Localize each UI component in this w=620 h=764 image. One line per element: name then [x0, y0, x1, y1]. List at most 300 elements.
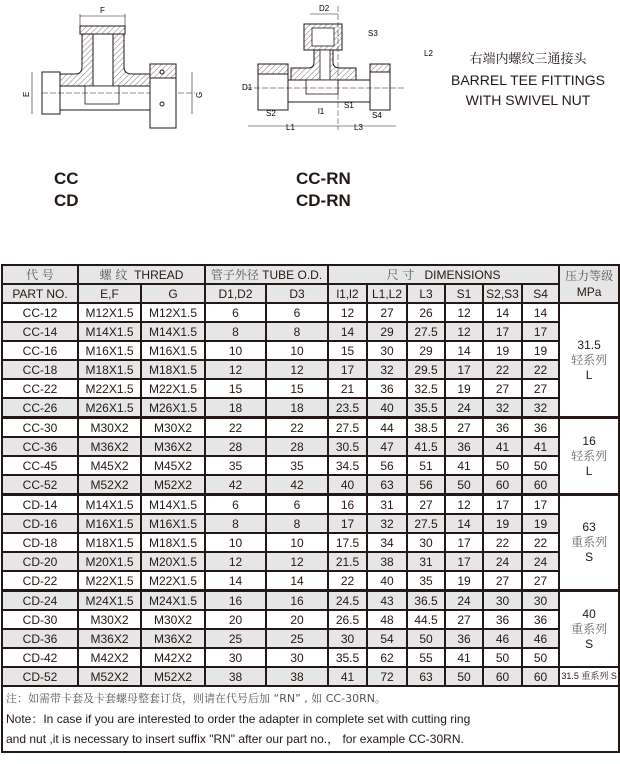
table-cell: M16X1.5 — [141, 341, 205, 360]
table-cell: 48 — [367, 610, 407, 629]
table-cell: 17 — [445, 533, 483, 552]
table-cell: 6 — [205, 495, 266, 515]
table-cell: 51 — [407, 456, 445, 475]
pressure-series-cn: 重系列 — [571, 535, 608, 549]
table-cell: M18X1.5 — [141, 533, 205, 552]
note-line: Note：In case if you are interested to order the adapter in complete set with cutting ring — [6, 712, 471, 726]
table-cell: M24X1.5 — [78, 591, 141, 611]
table-cell: 35 — [407, 571, 445, 591]
table-cell: 26.5 — [328, 610, 367, 629]
table-cell: 27 — [483, 571, 522, 591]
title-chinese: 右端内螺纹三通接头 — [469, 52, 587, 67]
table-cell: M16X1.5 — [78, 341, 141, 360]
table-cell: 41 — [328, 667, 367, 686]
table-cell: M22X1.5 — [141, 379, 205, 398]
table-cell: 50 — [483, 648, 522, 667]
table-row — [2, 341, 619, 360]
model-code: CC-RN — [296, 169, 351, 188]
table-row — [2, 514, 619, 533]
table-cell: 28 — [205, 437, 266, 456]
column-header: L3 — [407, 284, 445, 303]
table-cell: 8 — [205, 514, 266, 533]
table-cell: 14 — [522, 303, 559, 322]
table-cell: 50 — [445, 667, 483, 686]
table-cell: 44 — [367, 418, 407, 438]
table-row — [2, 495, 619, 515]
part-number-cell: CD-22 — [2, 571, 78, 591]
table-cell: 17 — [522, 495, 559, 515]
table-cell: 35.5 — [328, 648, 367, 667]
table-cell: 17 — [328, 360, 367, 379]
table-cell: 50 — [445, 475, 483, 495]
model-code: CC — [54, 169, 79, 188]
model-code: CD — [54, 191, 79, 210]
table-cell: 30 — [522, 591, 559, 611]
svg-text:S2: S2 — [266, 109, 276, 118]
title-line1: BARREL TEE FITTINGS — [450, 72, 606, 88]
column-header: PART NO. — [2, 284, 78, 303]
table-cell: 17 — [445, 552, 483, 571]
table-cell: M22X1.5 — [78, 571, 141, 591]
table-cell: 22 — [522, 360, 559, 379]
table-cell: 21.5 — [328, 552, 367, 571]
table-cell: 12 — [205, 552, 266, 571]
table-cell: 72 — [367, 667, 407, 686]
table-cell: M18X1.5 — [141, 360, 205, 379]
table-cell: 30 — [266, 648, 328, 667]
column-header: l1,l2 — [328, 284, 367, 303]
column-header: E,F — [78, 284, 141, 303]
table-cell: 60 — [522, 667, 559, 686]
table-cell: 40 — [328, 475, 367, 495]
table-row — [2, 360, 619, 379]
table-cell: M26X1.5 — [141, 398, 205, 418]
table-cell: 19 — [445, 571, 483, 591]
part-number-cell: CD-30 — [2, 610, 78, 629]
table-cell: 41 — [483, 437, 522, 456]
table-row — [2, 571, 619, 591]
table-cell: M16X1.5 — [141, 514, 205, 533]
table-cell: M45X2 — [78, 456, 141, 475]
table-row — [2, 379, 619, 398]
dim-label-g: G — [195, 91, 204, 98]
table-cell: 31 — [367, 495, 407, 515]
table-cell: 21 — [328, 379, 367, 398]
table-cell: 12 — [445, 322, 483, 341]
column-header: S2,S3 — [483, 284, 522, 303]
table-cell: 10 — [205, 533, 266, 552]
table-cell: 12 — [205, 360, 266, 379]
table-cell: 24 — [483, 552, 522, 571]
table-cell: 15 — [328, 341, 367, 360]
part-number-cell: CD-14 — [2, 495, 78, 515]
table-cell: 19 — [522, 341, 559, 360]
table-row — [2, 398, 619, 418]
table-row — [2, 591, 619, 611]
table-cell: M18X1.5 — [78, 360, 141, 379]
table-cell: 14 — [445, 341, 483, 360]
table-cell: 30 — [205, 648, 266, 667]
svg-text:l1: l1 — [318, 107, 325, 116]
table-cell: 36 — [483, 418, 522, 438]
table-cell: M22X1.5 — [141, 571, 205, 591]
pressure-series: L — [585, 367, 593, 382]
table-cell: M36X2 — [78, 629, 141, 648]
table-cell: 38 — [367, 552, 407, 571]
table-cell: 27 — [445, 418, 483, 438]
table-cell: 25 — [205, 629, 266, 648]
table-row — [2, 629, 619, 648]
table-cell: 30.5 — [328, 437, 367, 456]
table-cell: M14X1.5 — [141, 322, 205, 341]
table-cell: 16 — [205, 591, 266, 611]
table-row — [2, 303, 619, 322]
part-number-cell: CD-16 — [2, 514, 78, 533]
table-cell: 35 — [205, 456, 266, 475]
table-cell: 36 — [367, 379, 407, 398]
table-cell: 12 — [266, 552, 328, 571]
table-cell: 32.5 — [407, 379, 445, 398]
table-cell: 47 — [367, 437, 407, 456]
table-cell: M45X2 — [141, 456, 205, 475]
table-cell: 25 — [266, 629, 328, 648]
table-cell: 36 — [522, 418, 559, 438]
dim-label-d2: D2 — [319, 4, 330, 13]
table-cell: 27 — [407, 495, 445, 515]
table-row — [2, 322, 619, 341]
model-codes-right — [296, 168, 351, 212]
model-code: CD-RN — [296, 191, 351, 210]
table-cell: 17.5 — [328, 533, 367, 552]
svg-text:L3: L3 — [354, 123, 363, 132]
table-cell: 60 — [522, 475, 559, 495]
pressure-series: L — [585, 463, 593, 478]
table-cell: 24 — [445, 398, 483, 418]
table-cell: 40 — [367, 398, 407, 418]
table-cell: 27 — [445, 610, 483, 629]
table-cell: M36X2 — [141, 629, 205, 648]
pressure-rating-cell — [559, 418, 619, 495]
table-cell: 8 — [205, 322, 266, 341]
table-cell: 36 — [445, 437, 483, 456]
table-cell: 50 — [407, 629, 445, 648]
pressure-value: 16 — [582, 433, 596, 448]
table-cell: 19 — [445, 379, 483, 398]
table-cell: 6 — [266, 495, 328, 515]
svg-text:S1: S1 — [344, 101, 354, 110]
table-cell: 27 — [522, 571, 559, 591]
table-cell: 30 — [367, 341, 407, 360]
table-cell: 22 — [328, 571, 367, 591]
part-number-cell: CD-36 — [2, 629, 78, 648]
table-cell: M24X1.5 — [141, 591, 205, 611]
pressure-rating-cell — [559, 667, 619, 686]
table-cell: 36 — [483, 610, 522, 629]
dim-label-e: E — [22, 91, 31, 97]
table-cell: M22X1.5 — [78, 379, 141, 398]
table-cell: 24 — [445, 591, 483, 611]
table-cell: 6 — [205, 303, 266, 322]
table-cell: 17 — [328, 514, 367, 533]
table-cell: M30X2 — [78, 418, 141, 438]
table-cell: 27.5 — [407, 322, 445, 341]
header-dimensions: 尺 寸 DIMENSIONS — [328, 265, 559, 284]
table-cell: M14X1.5 — [141, 495, 205, 515]
table-cell: 38.5 — [407, 418, 445, 438]
pressure-rating-cell — [559, 303, 619, 418]
table-cell: M30X2 — [78, 610, 141, 629]
table-cell: 18 — [266, 398, 328, 418]
table-cell: 50 — [522, 648, 559, 667]
pressure-value: 31.5 — [577, 337, 601, 352]
table-cell: 36.5 — [407, 591, 445, 611]
table-cell: 63 — [407, 667, 445, 686]
table-row — [2, 648, 619, 667]
table-cell: 12 — [266, 360, 328, 379]
table-cell: 19 — [483, 514, 522, 533]
column-header: D3 — [266, 284, 328, 303]
table-cell: 16 — [328, 495, 367, 515]
table-cell: 14 — [445, 514, 483, 533]
table-cell: 46 — [522, 629, 559, 648]
table-cell: 20 — [205, 610, 266, 629]
header-part-cn: 代 号 — [2, 265, 78, 284]
part-number-cell: CC-12 — [2, 303, 78, 322]
table-row — [2, 533, 619, 552]
note-line: 注：如需带卡套及卡套螺母整套订货，则请在代号后加 “RN” , 如 CC-30RN。 — [6, 692, 386, 705]
table-cell: 22 — [522, 533, 559, 552]
part-number-cell: CC-36 — [2, 437, 78, 456]
table-cell: 31 — [407, 552, 445, 571]
svg-text:D1: D1 — [242, 83, 253, 92]
note-line: and nut ,it is necessary to insert suffix "RN" after our part no.， for example CC-30RN. — [6, 732, 464, 746]
table-cell: M18X1.5 — [78, 533, 141, 552]
column-header: L1,L2 — [367, 284, 407, 303]
table-cell: 62 — [367, 648, 407, 667]
table-row — [2, 437, 619, 456]
column-header: G — [141, 284, 205, 303]
table-cell: 27.5 — [407, 514, 445, 533]
pressure-series-cn: 重系列 — [571, 621, 608, 636]
table-cell: M14X1.5 — [78, 495, 141, 515]
pressure-series: S — [585, 550, 594, 564]
pressure-rating: 31.5 重系列 S — [561, 671, 617, 681]
table-cell: 12 — [445, 303, 483, 322]
table-cell: M52X2 — [141, 667, 205, 686]
table-cell: M52X2 — [141, 475, 205, 495]
barrel-tee-drawing — [20, 2, 210, 132]
table-cell: 17 — [483, 322, 522, 341]
table-cell: 38 — [205, 667, 266, 686]
table-cell: 44.5 — [407, 610, 445, 629]
pressure-rating-cell — [559, 591, 619, 668]
column-header: S1 — [445, 284, 483, 303]
table-cell: M30X2 — [141, 418, 205, 438]
table-cell: 23.5 — [328, 398, 367, 418]
table-cell: M20X1.5 — [141, 552, 205, 571]
svg-text:L1: L1 — [286, 123, 295, 132]
header-tube: 管子外径 TUBE O.D. — [205, 265, 328, 284]
model-codes-left — [54, 168, 79, 212]
table-cell: 42 — [205, 475, 266, 495]
table-cell: 55 — [407, 648, 445, 667]
part-number-cell: CD-20 — [2, 552, 78, 571]
table-cell: M52X2 — [78, 475, 141, 495]
table-cell: 40 — [367, 571, 407, 591]
pressure-series-cn: 轻系列 — [571, 448, 608, 463]
table-cell: 41 — [445, 648, 483, 667]
table-cell: 60 — [483, 667, 522, 686]
table-cell: 10 — [205, 341, 266, 360]
part-number-cell: CC-14 — [2, 322, 78, 341]
table-cell: 42 — [266, 475, 328, 495]
table-cell: 32 — [367, 360, 407, 379]
svg-text:S4: S4 — [372, 111, 382, 120]
table-cell: 12 — [328, 303, 367, 322]
table-cell: 30 — [328, 629, 367, 648]
table-cell: 8 — [266, 514, 328, 533]
header-pressure: 压力等级 MPa — [559, 265, 619, 303]
table-cell: M42X2 — [141, 648, 205, 667]
title-line2: WITH SWIVEL NUT — [465, 92, 591, 108]
table-cell: 10 — [266, 341, 328, 360]
pressure-value: 63 — [582, 520, 596, 534]
table-cell: 27 — [483, 379, 522, 398]
table-cell: 26 — [407, 303, 445, 322]
column-header: S4 — [522, 284, 559, 303]
pressure-value: 40 — [582, 606, 596, 621]
table-cell: 30 — [407, 533, 445, 552]
table-cell: 14 — [483, 303, 522, 322]
header-thread: 螺 纹 THREAD — [78, 265, 205, 284]
header-row-1 — [2, 265, 619, 284]
svg-text:L2: L2 — [424, 49, 433, 58]
table-cell: 17 — [445, 360, 483, 379]
table-cell: 22 — [483, 360, 522, 379]
table-cell: 63 — [367, 475, 407, 495]
part-number-cell: CC-30 — [2, 418, 78, 438]
part-number-cell: CC-52 — [2, 475, 78, 495]
table-cell: 32 — [522, 398, 559, 418]
table-cell: 41 — [445, 456, 483, 475]
table-cell: 22 — [483, 533, 522, 552]
table-cell: 29 — [367, 322, 407, 341]
table-cell: 43 — [367, 591, 407, 611]
dim-label-f: F — [100, 6, 105, 15]
barrel-tee-rn-drawing — [236, 2, 433, 132]
table-cell: 35.5 — [407, 398, 445, 418]
part-number-cell: CC-16 — [2, 341, 78, 360]
table-cell: M36X2 — [78, 437, 141, 456]
table-cell: 15 — [266, 379, 328, 398]
table-cell: 34 — [367, 533, 407, 552]
part-number-cell: CC-26 — [2, 398, 78, 418]
table-cell: 14 — [266, 571, 328, 591]
pressure-series-cn: 轻系列 — [571, 352, 608, 367]
table-cell: 36 — [522, 610, 559, 629]
notes-row — [2, 686, 619, 752]
product-title — [438, 50, 618, 110]
table-cell: M20X1.5 — [78, 552, 141, 571]
table-cell: 50 — [483, 456, 522, 475]
part-number-cell: CC-18 — [2, 360, 78, 379]
table-cell: 22 — [205, 418, 266, 438]
table-row — [2, 418, 619, 438]
pressure-series: S — [585, 636, 594, 651]
part-number-cell: CD-52 — [2, 667, 78, 686]
table-cell: M42X2 — [78, 648, 141, 667]
table-cell: 15 — [205, 379, 266, 398]
table-row — [2, 667, 619, 686]
table-cell: 27 — [367, 303, 407, 322]
table-cell: 36 — [445, 629, 483, 648]
table-cell: 35 — [266, 456, 328, 475]
part-number-cell: CD-42 — [2, 648, 78, 667]
part-number-cell: CD-18 — [2, 533, 78, 552]
table-cell: 6 — [266, 303, 328, 322]
table-cell: 50 — [522, 456, 559, 475]
table-cell: 27.5 — [328, 418, 367, 438]
table-row — [2, 475, 619, 495]
table-cell: 28 — [266, 437, 328, 456]
table-cell: 8 — [266, 322, 328, 341]
table-cell: 24 — [522, 552, 559, 571]
spec-table — [1, 264, 620, 753]
table-cell: 29.5 — [407, 360, 445, 379]
table-cell: 41 — [522, 437, 559, 456]
table-row — [2, 610, 619, 629]
table-row — [2, 552, 619, 571]
table-cell: 30 — [483, 591, 522, 611]
table-cell: 27 — [522, 379, 559, 398]
table-cell: 18 — [205, 398, 266, 418]
part-number-cell: CC-45 — [2, 456, 78, 475]
table-cell: M14X1.5 — [78, 322, 141, 341]
table-cell: 46 — [483, 629, 522, 648]
table-cell: 34.5 — [328, 456, 367, 475]
table-cell: 16 — [266, 591, 328, 611]
table-cell: 56 — [407, 475, 445, 495]
table-cell: 14 — [328, 322, 367, 341]
svg-text:S3: S3 — [368, 29, 378, 38]
table-cell: 29 — [407, 341, 445, 360]
table-cell: 17 — [483, 495, 522, 515]
table-cell: 32 — [483, 398, 522, 418]
table-cell: 20 — [266, 610, 328, 629]
table-cell: M26X1.5 — [78, 398, 141, 418]
table-cell: 24.5 — [328, 591, 367, 611]
table-cell: 19 — [522, 514, 559, 533]
notes — [2, 686, 619, 752]
table-cell: M12X1.5 — [78, 303, 141, 322]
table-cell: 32 — [367, 514, 407, 533]
part-number-cell: CD-24 — [2, 591, 78, 611]
table-cell: 14 — [205, 571, 266, 591]
table-cell: 38 — [266, 667, 328, 686]
table-row — [2, 456, 619, 475]
table-cell: 10 — [266, 533, 328, 552]
part-number-cell: CC-22 — [2, 379, 78, 398]
pressure-rating-cell — [559, 495, 619, 591]
table-cell: 41.5 — [407, 437, 445, 456]
table-cell: 17 — [522, 322, 559, 341]
table-cell: 56 — [367, 456, 407, 475]
header-row-2 — [2, 284, 619, 303]
column-header: D1,D2 — [205, 284, 266, 303]
table-cell: 54 — [367, 629, 407, 648]
table-cell: 19 — [483, 341, 522, 360]
table-cell: M12X1.5 — [141, 303, 205, 322]
